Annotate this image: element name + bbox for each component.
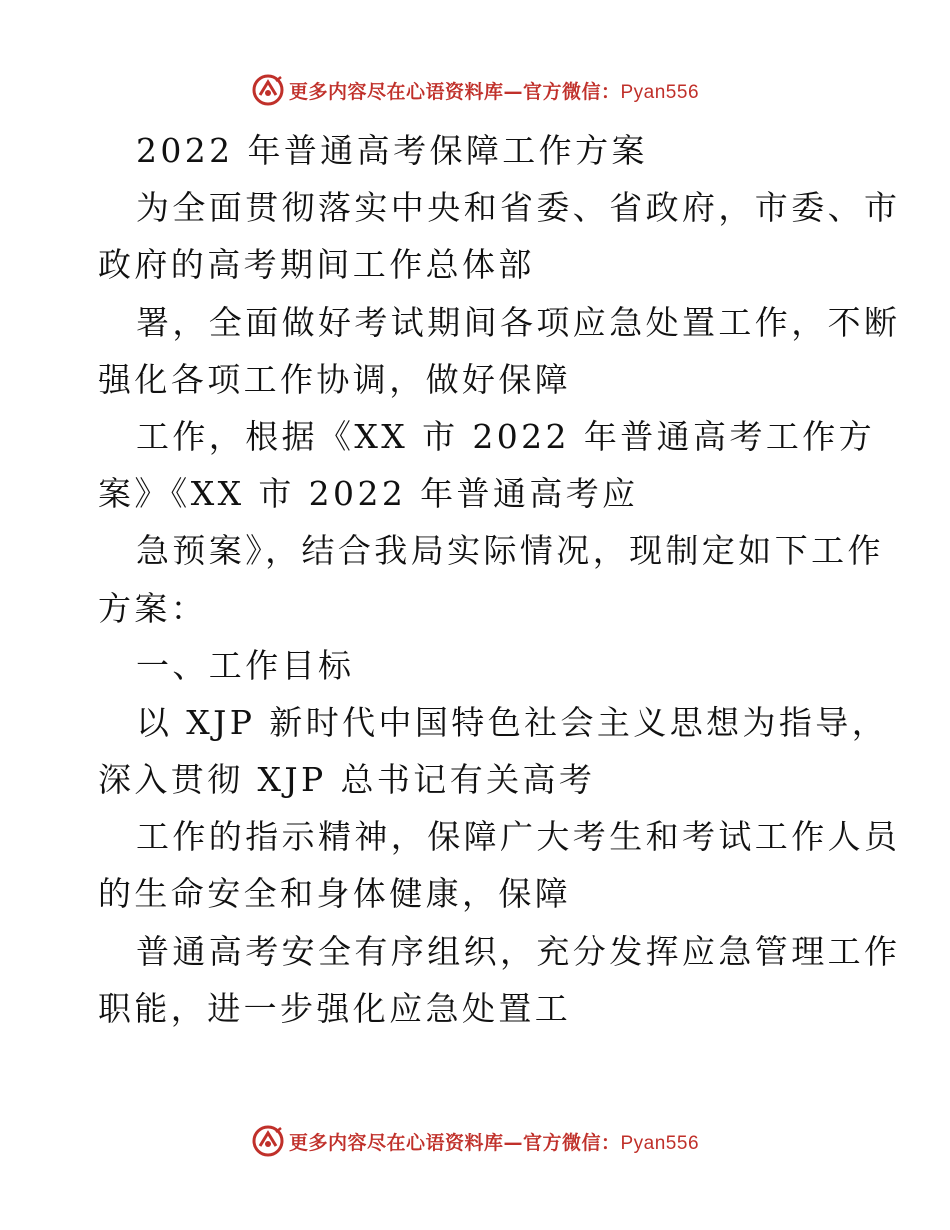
paragraph-line: 为全面贯彻落实中央和省委、省政府，市委、市	[136, 188, 901, 228]
header-watermark	[0, 70, 950, 110]
red-seal-logo-icon	[251, 73, 285, 107]
document-body	[98, 122, 901, 1037]
watermark-wechat-id: Pyan556	[620, 1132, 700, 1154]
paragraph-line: 方案：	[98, 588, 208, 628]
paragraph-line: 工作，根据《XX 市 2022 年普通高考工作方	[136, 416, 876, 456]
paragraph-line: 以 XJP 新时代中国特色社会主义思想为指导，	[136, 702, 889, 742]
paragraph-line: 强化各项工作协调，做好保障	[98, 359, 572, 399]
paragraph-line: 工作的指示精神，保障广大考生和考试工作人员	[136, 817, 901, 857]
watermark-label: 更多内容尽在心语资料库—官方微信：	[288, 80, 621, 103]
paragraph-line: 普通高考安全有序组织，充分发挥应急管理工作	[136, 931, 901, 971]
document-title: 2022 年普通高考保障工作方案	[136, 131, 648, 170]
paragraph-line: 深入贯彻 XJP 总书记有关高考	[98, 760, 596, 800]
paragraph-line: 的生命安全和身体健康，保障	[98, 874, 572, 914]
watermark-text	[289, 1128, 699, 1155]
watermark-text	[289, 77, 699, 104]
paragraph-line: 职能，进一步强化应急处置工	[98, 988, 572, 1028]
section-heading: 一、工作目标	[136, 645, 355, 685]
red-seal-logo-icon	[251, 1124, 285, 1158]
footer-watermark	[0, 1121, 950, 1161]
watermark-label: 更多内容尽在心语资料库—官方微信：	[288, 1131, 621, 1154]
paragraph-line: 署，全面做好考试期间各项应急处置工作，不断	[136, 302, 901, 342]
paragraph-line: 案》《XX 市 2022 年普通高考应	[98, 474, 639, 514]
paragraph-line: 政府的高考期间工作总体部	[98, 245, 535, 285]
watermark-wechat-id: Pyan556	[620, 81, 700, 103]
paragraph-line: 急预案》，结合我局实际情况，现制定如下工作	[136, 531, 884, 571]
